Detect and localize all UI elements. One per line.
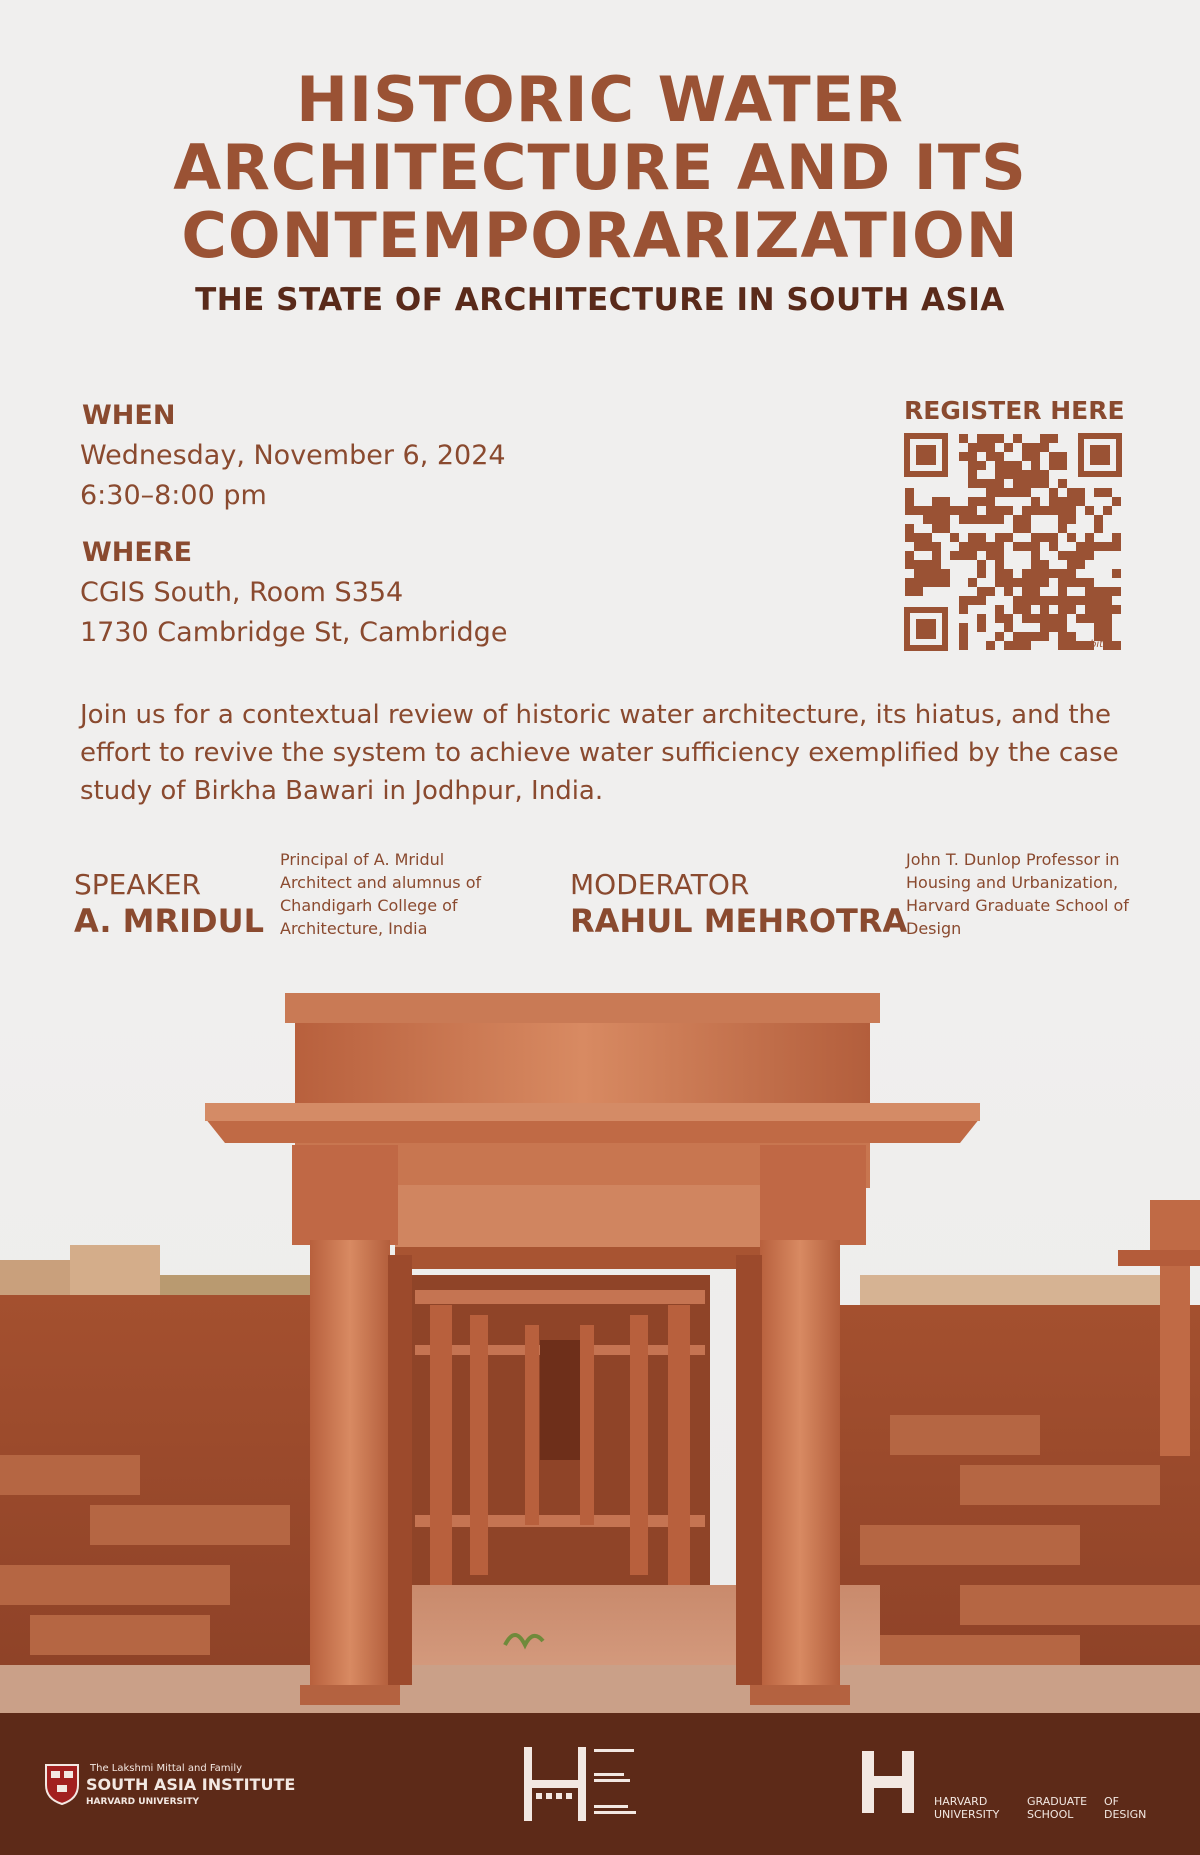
speaker-name: A. MRIDUL (74, 902, 264, 940)
event-subtitle: THE STATE OF ARCHITECTURE IN SOUTH ASIA (195, 282, 1005, 318)
where-address: 1730 Cambridge St, Cambridge (80, 617, 508, 648)
when-date: Wednesday, November 6, 2024 (80, 440, 506, 471)
speaker-bio: Principal of A. Mridul Architect and alumnus of Chandigarh College of Architecture, India (280, 850, 482, 938)
title-line-1: HISTORIC WATER (296, 63, 904, 136)
stepwell-photo (0, 985, 1200, 1713)
title-line-2: ARCHITECTURE AND ITS (173, 131, 1027, 204)
sai-line-2: SOUTH ASIA INSTITUTE (86, 1775, 296, 1794)
when-label: WHEN (82, 400, 176, 431)
gsd-graduate: GRADUATE SCHOOL (1027, 1795, 1088, 1821)
sai-line-3: HARVARD UNIVERSITY (86, 1797, 200, 1807)
bitly-badge: bitly (1090, 639, 1112, 650)
harvard-gsd-logo-icon (860, 1749, 916, 1815)
title-line-3: CONTEMPORARIZATION (181, 199, 1019, 272)
gsd-design: OF DESIGN (1104, 1795, 1147, 1821)
sponsor-footer (0, 1713, 1200, 1855)
gsd-harvard: HARVARD UNIVERSITY (934, 1795, 1000, 1821)
harvard-shield-icon (44, 1763, 80, 1805)
moderator-role: MODERATOR (570, 868, 750, 901)
register-qr-code[interactable] (904, 433, 1122, 651)
moderator-name: RAHUL MEHROTRA (570, 902, 908, 940)
event-description: Join us for a contextual review of historic water architecture, its hiatus, and the effort to revive the system to achieve water sufficiency exemplified by the case study of Birkha Bawari in Jodhpur, India. (80, 700, 1119, 806)
moderator-bio: John T. Dunlop Professor in Housing and Urbanization, Harvard Graduate School of Design (906, 850, 1129, 938)
when-time: 6:30–8:00 pm (80, 480, 267, 511)
where-room: CGIS South, Room S354 (80, 577, 404, 608)
sai-line-1: The Lakshmi Mittal and Family (90, 1763, 243, 1774)
where-label: WHERE (82, 537, 193, 568)
student-org-logo-icon (522, 1743, 662, 1825)
register-label: REGISTER HERE (904, 396, 1125, 425)
speaker-role: SPEAKER (74, 868, 202, 901)
event-title (0, 63, 1200, 272)
